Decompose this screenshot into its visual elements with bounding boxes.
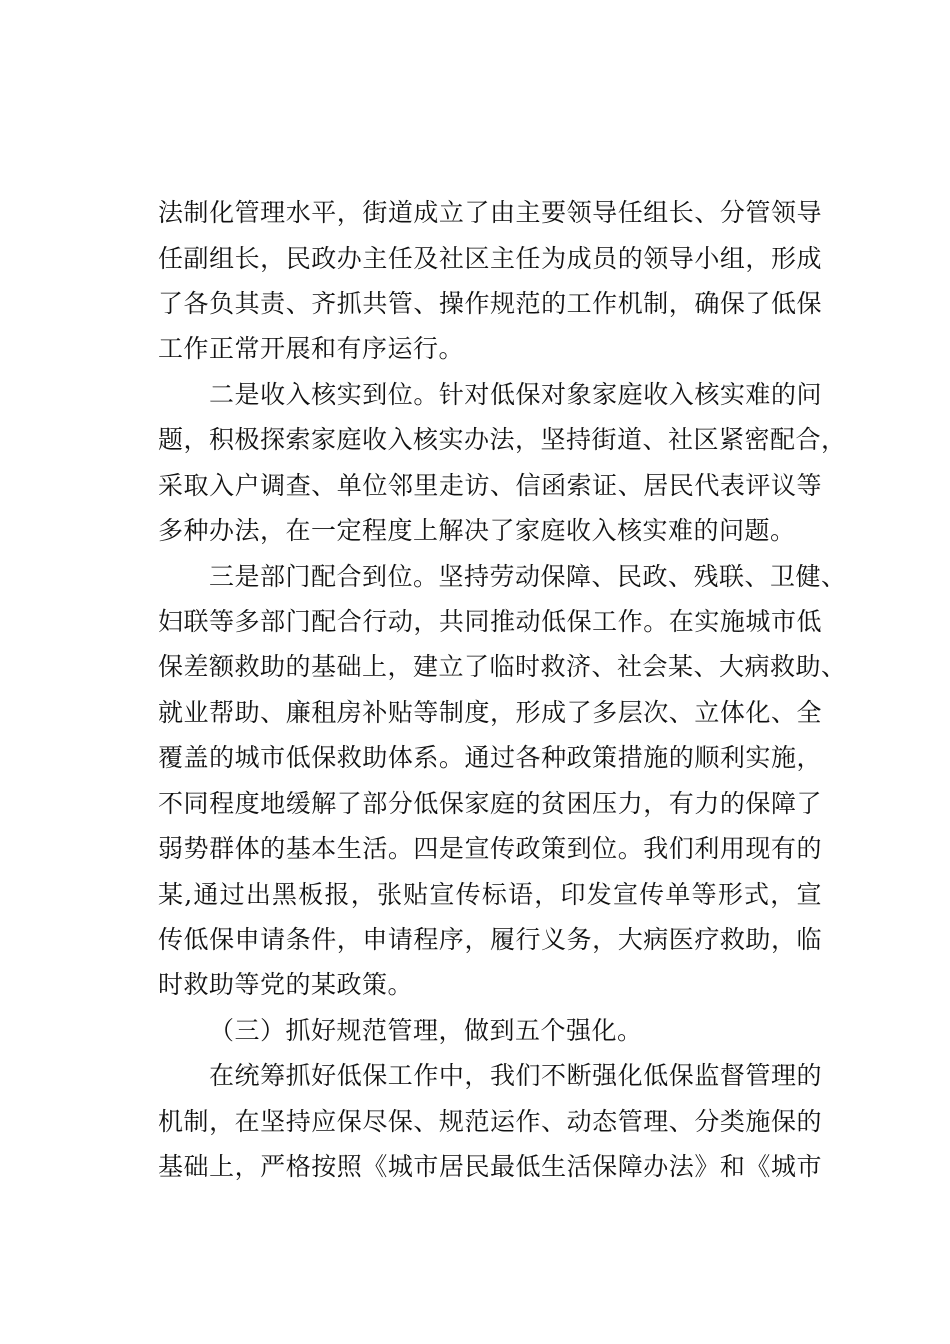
paragraph-supervision-start: 在统筹抓好低保工作中，我们不断强化低保监督管理的 — [209, 1061, 822, 1090]
text-line-12: 就业帮助、廉租房补贴等制度，形成了多层次、立体化、全 — [158, 698, 822, 727]
text-line-8: 多种办法，在一定程度上解决了家庭收入核实难的问题。 — [158, 516, 796, 545]
text-line-21: 机制，在坚持应保尽保、规范运作、动态管理、分类施保的 — [158, 1107, 822, 1136]
text-line-4: 工作正常开展和有序运行。 — [158, 334, 465, 363]
paragraph-income-verification-start: 二是收入核实到位。针对低保对象家庭收入核实难的问 — [209, 380, 822, 409]
text-line-22: 基础上，严格按照《城市居民最低生活保障办法》和《城市 — [158, 1152, 822, 1181]
text-line-17: 传低保申请条件，申请程序，履行义务，大病医疗救助，临 — [158, 925, 822, 954]
section-heading-three: （三）抓好规范管理，做到五个强化。 — [209, 1016, 643, 1045]
text-line-7: 采取入户调查、单位邻里走访、信函索证、居民代表评议等 — [158, 471, 822, 500]
text-line-6: 题，积极探索家庭收入核实办法，坚持街道、社区紧密配合， — [158, 425, 847, 454]
text-line-3: 了各负其责、齐抓共管、操作规范的工作机制，确保了低保 — [158, 289, 822, 318]
text-line-1: 法制化管理水平，街道成立了由主要领导任组长、分管领导 — [158, 198, 822, 227]
text-line-14: 不同程度地缓解了部分低保家庭的贫困压力，有力的保障了 — [158, 789, 822, 818]
text-line-18: 时救助等党的某政策。 — [158, 970, 414, 999]
text-line-15: 弱势群体的基本生活。四是宣传政策到位。我们利用现有的 — [158, 834, 822, 863]
text-line-2: 任副组长，民政办主任及社区主任为成员的领导小组，形成 — [158, 244, 822, 273]
paragraph-department-cooperation-start: 三是部门配合到位。坚持劳动保障、民政、残联、卫健、 — [209, 562, 847, 591]
text-line-10: 妇联等多部门配合行动，共同推动低保工作。在实施城市低 — [158, 607, 822, 636]
text-line-11: 保差额救助的基础上，建立了临时救济、社会某、大病救助、 — [158, 652, 847, 681]
text-line-16: 某,通过出黑板报，张贴宣传标语，印发宣传单等形式，宣 — [158, 880, 822, 909]
text-line-13: 覆盖的城市低保救助体系。通过各种政策措施的顺利实施， — [158, 743, 822, 772]
